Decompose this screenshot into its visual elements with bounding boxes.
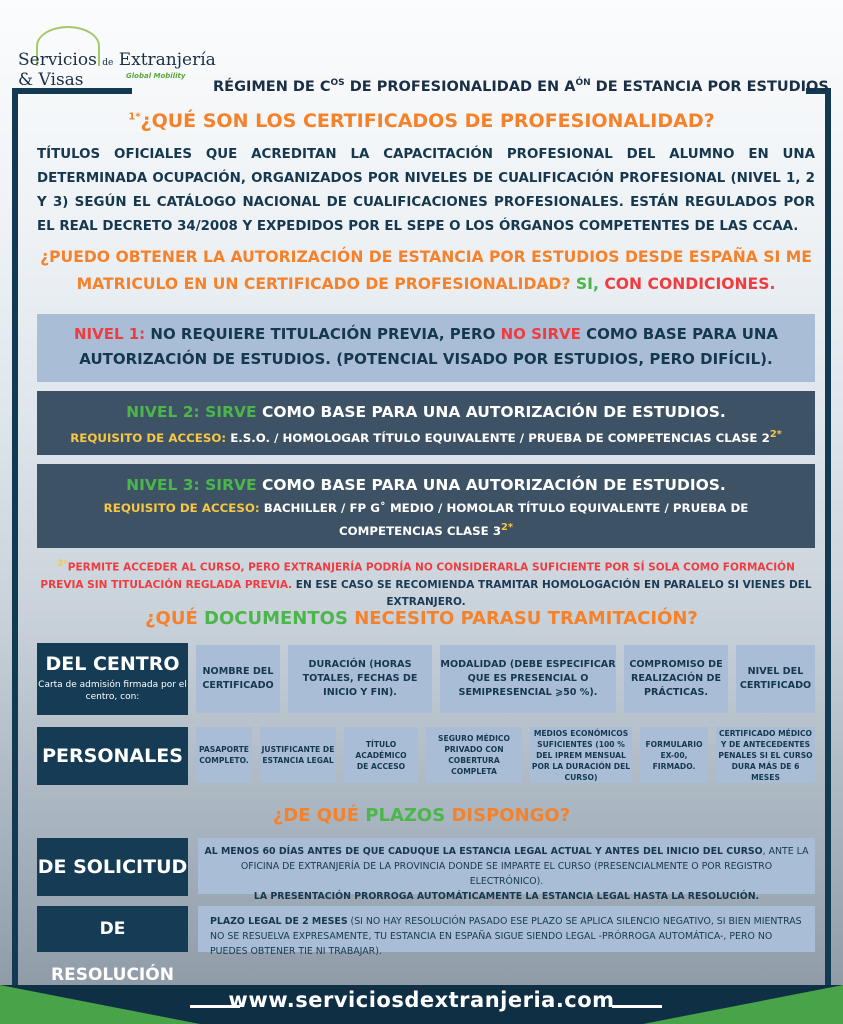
brand-logo: [14, 26, 216, 90]
question-what-are: $^{1*}$¿QUÉ SON LOS CERTIFICADOS DE PROFESIONALIDAD?: [128, 110, 715, 132]
centro-doc-item: MODALIDAD (DEBE ESPECIFICAR QUE ES PRESENCIAL O SEMIPRESENCIAL ⩾50 %).: [440, 645, 616, 713]
personal-doc-item: TÍTULO ACADÉMICO DE ACCESO: [344, 727, 418, 783]
centro-doc-item: NOMBRE DEL CERTIFICADO: [196, 645, 280, 713]
nivel-2-box: [37, 391, 815, 455]
question-deadlines: ¿DE QUÉ PLAZOS DISPONGO?: [272, 805, 571, 826]
centro-doc-item: NIVEL DEL CERTIFICADO: [736, 645, 815, 713]
resolucion-text: PLAZO LEGAL DE 2 MESES (SI NO HAY RESOLUCIÓN PASADO ESE PLAZO SE APLICA SILENCIO NEGATIVO, SI BIEN MIENTRAS NO SE RESUELVA EXPRESAMENTE, TU ESTANCIA EN ESPAÑA SIGUE SIENDO LEGAL -PRÓRROGA AUTOMÁTICA-, PERO NO PUEDES OBTENER TIE NI TRABAJAR).: [198, 906, 815, 952]
personal-doc-item: CERTIFICADO MÉDICO Y DE ANTECEDENTES PENALES SI EL CURSO DURA MÁS DE 6 MESES: [716, 727, 815, 783]
solicitud-text: AL MENOS 60 DÍAS ANTES DE QUE CADUQUE LA ESTANCIA LEGAL ACTUAL Y ANTES DEL INICIO DEL CURSO, ANTE LA OFICINA DE EXTRANJERÍA DE LA PROVINCIA DONDE SE IMPARTE EL CURSO (PRESENCIALMENTE O POR REGISTRO ELECTRÓNICO). LA PRESENTACIÓN PRORROGA AUTOMÁTICAMENTE LA ESTANCIA LEGAL HASTA LA RESOLUCIÓN.: [198, 838, 815, 894]
personales-label: PERSONALES: [37, 727, 188, 785]
logo-line-1: Servicios de Extranjería: [18, 50, 216, 70]
footer-website-link[interactable]: www.serviciosdextranjeria.com: [228, 988, 615, 1012]
footnote: $^{2*}$PERMITE ACCEDER AL CURSO, PERO EXTRANJERÍA PODRÍA NO CONSIDERARLA SUFICIENTE POR SÍ SOLA COMO FORMACIÓN PREVIA SIN TITULACIÓN REGLADA PREVIA. EN ESE CASO SE RECOMIENDA TRAMITAR HOMOLOGACIÓN EN PARALELO SI VIENES DEL EXTRANJERO.: [40, 559, 812, 608]
personal-doc-item: PASAPORTE COMPLETO.: [196, 727, 252, 783]
question-documents: ¿QUÉ DOCUMENTOS NECESITO PARASU TRAMITACIÓN?: [145, 608, 698, 629]
page-title: RÉGIMEN DE $C^{OS}$ DE PROFESIONALIDAD EN $A^{ÓN}$ DE ESTANCIA POR ESTUDIOS: [213, 78, 829, 95]
nivel-2-heading: NIVEL 2: SIRVE COMO BASE PARA UNA AUTORIZACIÓN DE ESTUDIOS.: [126, 403, 726, 421]
question-can-i-obtain: ¿PUEDO OBTENER LA AUTORIZACIÓN DE ESTANCIA POR ESTUDIOS DESDE ESPAÑA SI ME MATRICULO EN UN CERTIFICADO DE PROFESIONALIDAD? SI, CON CONDICIONES.: [40, 248, 812, 293]
nivel-1-box: NIVEL 1: NO REQUIERE TITULACIÓN PREVIA, PERO NO SIRVE COMO BASE PARA UNA AUTORIZACIÓN DE ESTUDIOS. (POTENCIAL VISADO POR ESTUDIOS, PERO DIFÍCIL).: [37, 314, 815, 382]
nivel-2-requirement: REQUISITO DE ACCESO: E.S.O. / HOMOLOGAR TÍTULO EQUIVALENTE / PRUEBA DE COMPETENCIAS CLASE $2^{2*}$: [70, 429, 782, 445]
intro-paragraph: TÍTULOS OFICIALES QUE ACREDITAN LA CAPACITACIÓN PROFESIONAL DEL ALUMNO EN UNA DETERMINADA OCUPACIÓN, ORGANIZADOS POR NIVELES DE CUALIFICACIÓN PROFESIONAL (NIVEL 1, 2 Y 3) SEGÚN EL CATÁLOGO NACIONAL DE CUALIFICACIONES PROFESIONALES. ESTÁN REGULADOS POR EL REAL DECRETO 34/2008 Y EXPEDIDOS POR EL SEPE O LOS ÓRGANOS COMPETENTES DE LAS CCAA.: [37, 147, 815, 234]
nivel-3-box: [37, 464, 815, 548]
de-solicitud-label: DE SOLICITUD: [37, 838, 188, 896]
logo-tagline: Global Mobility: [126, 72, 186, 80]
personal-doc-item: MEDIOS ECONÓMICOS SUFICIENTES (100 % DEL IPREM MENSUAL POR LA DURACIÓN DEL CURSO): [531, 728, 631, 782]
del-centro-label: DEL CENTRO Carta de admisión firmada por el centro, con:: [37, 643, 188, 715]
de-resolucion-label: DE RESOLUCIÓN: [37, 906, 188, 952]
personal-doc-item: JUSTIFICANTE DE ESTANCIA LEGAL: [260, 727, 336, 783]
centro-doc-item: DURACIÓN (HORAS TOTALES, FECHAS DE INICIO Y FIN).: [288, 645, 432, 713]
personal-doc-item: FORMULARIO EX-00, FIRMADO.: [640, 727, 708, 783]
logo-line-2: & Visas: [18, 70, 84, 90]
frame-right-border: [825, 88, 831, 988]
centro-doc-item: COMPROMISO DE REALIZACIÓN DE PRÁCTICAS.: [624, 645, 728, 713]
nivel-3-requirement: REQUISITO DE ACCESO: BACHILLER / FP G˚ MEDIO / HOMOLAR TÍTULO EQUIVALENTE / PRUEBA DE COMPETENCIAS CLASE $3^{2*}$: [103, 501, 749, 538]
personal-doc-item: SEGURO MÉDICO PRIVADO CON COBERTURA COMPLETA: [426, 727, 522, 783]
frame-left-border: [12, 88, 18, 988]
nivel-3-heading: NIVEL 3: SIRVE COMO BASE PARA UNA AUTORIZACIÓN DE ESTUDIOS.: [126, 476, 726, 494]
